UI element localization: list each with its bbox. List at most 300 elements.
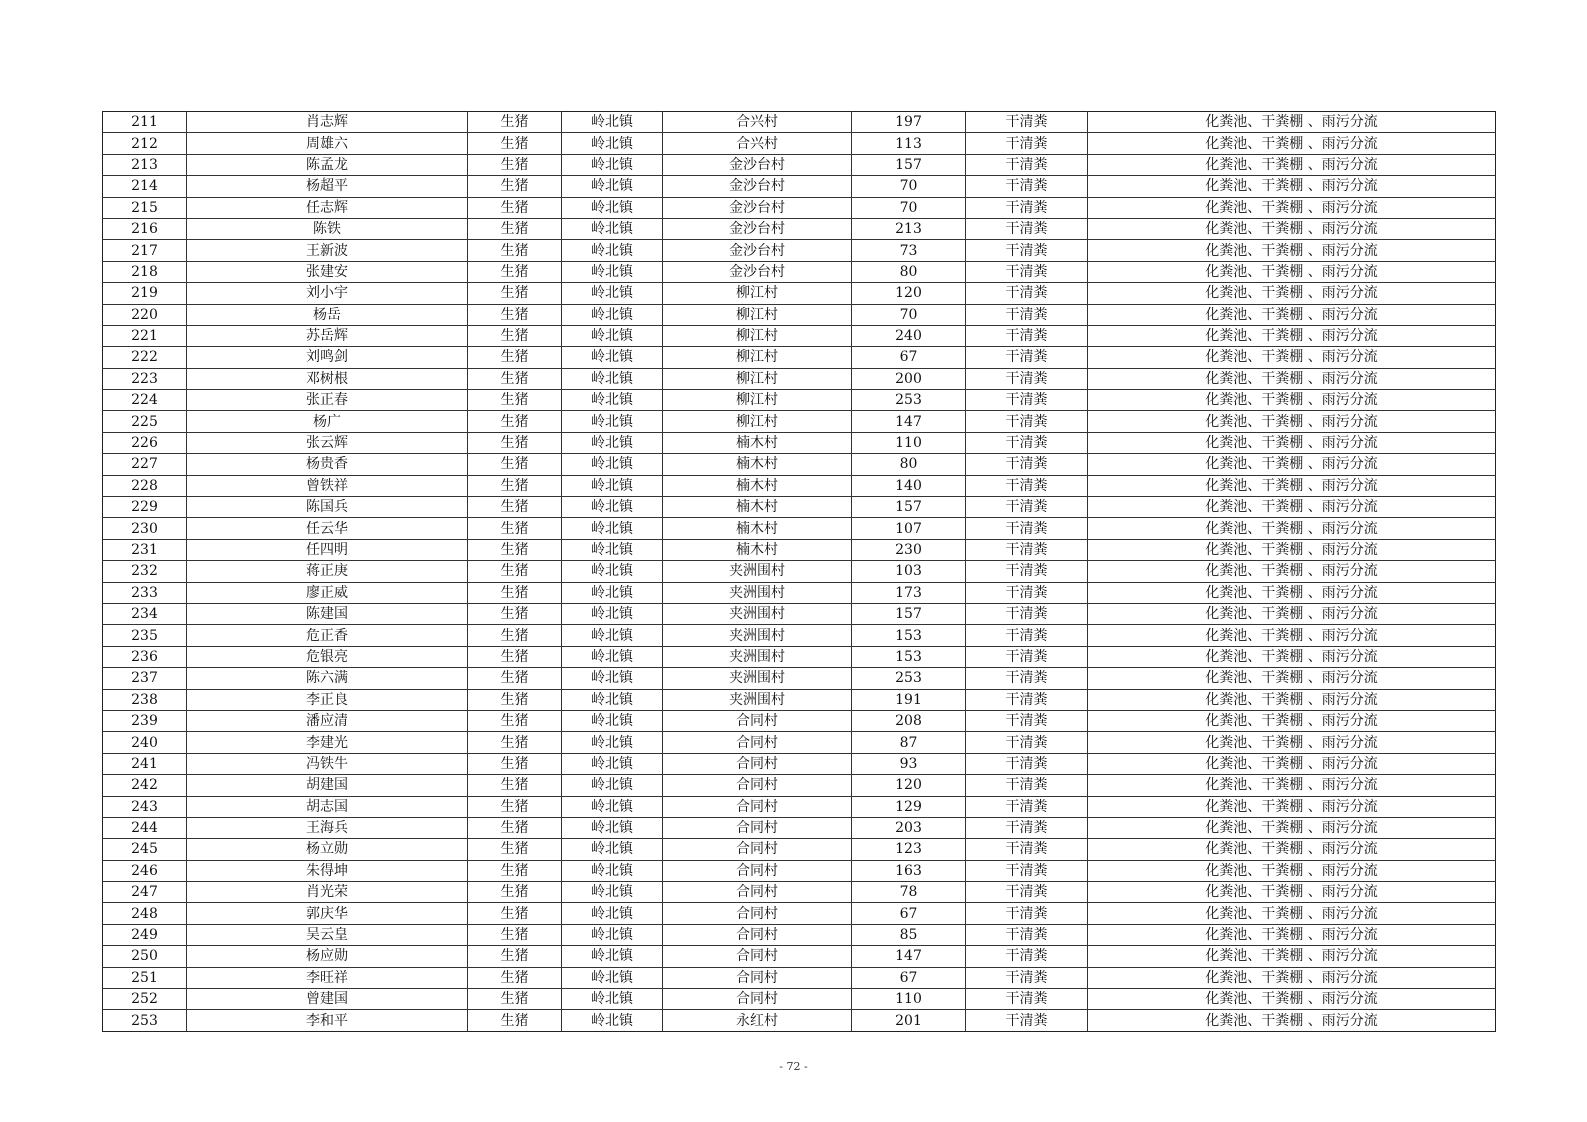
village-cell: 合同村 [663,775,852,796]
farmer-name-cell: 任四明 [187,539,468,560]
village-cell: 合同村 [663,946,852,967]
serial-number-cell: 220 [103,304,187,325]
manure-cleaning-method-cell: 干清粪 [966,133,1088,154]
livestock-type-cell: 生猪 [468,989,562,1010]
farmer-name-cell: 危银亮 [187,646,468,667]
serial-number-cell: 231 [103,539,187,560]
table-row [103,839,1496,860]
village-cell: 楠木村 [663,518,852,539]
treatment-facilities-cell: 化粪池、干粪棚 、雨污分流 [1088,625,1496,646]
manure-cleaning-method-cell: 干清粪 [966,240,1088,261]
herd-count-cell: 78 [852,882,966,903]
manure-cleaning-method-cell: 干清粪 [966,432,1088,453]
manure-cleaning-method-cell: 干清粪 [966,325,1088,346]
herd-count-cell: 230 [852,539,966,560]
manure-cleaning-method-cell: 干清粪 [966,903,1088,924]
livestock-type-cell: 生猪 [468,817,562,838]
farmer-name-cell: 张正春 [187,390,468,411]
serial-number-cell: 233 [103,582,187,603]
village-cell: 夹洲围村 [663,668,852,689]
table-row [103,625,1496,646]
livestock-type-cell: 生猪 [468,796,562,817]
livestock-type-cell: 生猪 [468,689,562,710]
serial-number-cell: 229 [103,497,187,518]
treatment-facilities-cell: 化粪池、干粪棚 、雨污分流 [1088,903,1496,924]
village-cell: 合同村 [663,882,852,903]
herd-count-cell: 140 [852,475,966,496]
village-cell: 楠木村 [663,475,852,496]
farmer-name-cell: 苏岳辉 [187,325,468,346]
table-row [103,796,1496,817]
serial-number-cell: 230 [103,518,187,539]
table-row [103,710,1496,731]
village-cell: 合同村 [663,710,852,731]
livestock-type-cell: 生猪 [468,625,562,646]
town-cell: 岭北镇 [562,924,663,945]
serial-number-cell: 244 [103,817,187,838]
serial-number-cell: 228 [103,475,187,496]
manure-cleaning-method-cell: 干清粪 [966,668,1088,689]
town-cell: 岭北镇 [562,133,663,154]
manure-cleaning-method-cell: 干清粪 [966,154,1088,175]
livestock-type-cell: 生猪 [468,946,562,967]
farmer-name-cell: 陈建国 [187,603,468,624]
farmer-name-cell: 胡志国 [187,796,468,817]
manure-cleaning-method-cell: 干清粪 [966,796,1088,817]
serial-number-cell: 224 [103,390,187,411]
treatment-facilities-cell: 化粪池、干粪棚 、雨污分流 [1088,539,1496,560]
farmer-name-cell: 陈国兵 [187,497,468,518]
manure-cleaning-method-cell: 干清粪 [966,646,1088,667]
treatment-facilities-cell: 化粪池、干粪棚 、雨污分流 [1088,304,1496,325]
farmer-name-cell: 胡建国 [187,775,468,796]
village-cell: 合同村 [663,860,852,881]
herd-count-cell: 157 [852,154,966,175]
herd-count-cell: 147 [852,411,966,432]
manure-cleaning-method-cell: 干清粪 [966,176,1088,197]
manure-cleaning-method-cell: 干清粪 [966,283,1088,304]
farmer-name-cell: 杨贵香 [187,454,468,475]
herd-count-cell: 110 [852,989,966,1010]
treatment-facilities-cell: 化粪池、干粪棚 、雨污分流 [1088,432,1496,453]
farmer-name-cell: 李和平 [187,1010,468,1031]
farmer-name-cell: 张建安 [187,261,468,282]
manure-cleaning-method-cell: 干清粪 [966,924,1088,945]
farmer-name-cell: 杨广 [187,411,468,432]
treatment-facilities-cell: 化粪池、干粪棚 、雨污分流 [1088,946,1496,967]
farmer-name-cell: 任云华 [187,518,468,539]
serial-number-cell: 235 [103,625,187,646]
treatment-facilities-cell: 化粪池、干粪棚 、雨污分流 [1088,390,1496,411]
farmer-name-cell: 郭庆华 [187,903,468,924]
town-cell: 岭北镇 [562,518,663,539]
village-cell: 合同村 [663,753,852,774]
table-row [103,240,1496,261]
table-row [103,432,1496,453]
livestock-type-cell: 生猪 [468,432,562,453]
herd-count-cell: 80 [852,454,966,475]
treatment-facilities-cell: 化粪池、干粪棚 、雨污分流 [1088,860,1496,881]
town-cell: 岭北镇 [562,539,663,560]
manure-cleaning-method-cell: 干清粪 [966,112,1088,133]
treatment-facilities-cell: 化粪池、干粪棚 、雨污分流 [1088,176,1496,197]
farmer-name-cell: 刘鸣剑 [187,347,468,368]
town-cell: 岭北镇 [562,625,663,646]
town-cell: 岭北镇 [562,839,663,860]
town-cell: 岭北镇 [562,261,663,282]
manure-cleaning-method-cell: 干清粪 [966,347,1088,368]
livestock-farm-table [102,111,1496,1032]
herd-count-cell: 87 [852,732,966,753]
serial-number-cell: 248 [103,903,187,924]
livestock-type-cell: 生猪 [468,603,562,624]
table-row [103,112,1496,133]
serial-number-cell: 214 [103,176,187,197]
serial-number-cell: 212 [103,133,187,154]
town-cell: 岭北镇 [562,218,663,239]
town-cell: 岭北镇 [562,176,663,197]
serial-number-cell: 234 [103,603,187,624]
table-row [103,475,1496,496]
herd-count-cell: 157 [852,603,966,624]
table-row [103,582,1496,603]
table-row [103,817,1496,838]
table-row [103,197,1496,218]
town-cell: 岭北镇 [562,283,663,304]
treatment-facilities-cell: 化粪池、干粪棚 、雨污分流 [1088,283,1496,304]
serial-number-cell: 241 [103,753,187,774]
serial-number-cell: 239 [103,710,187,731]
livestock-type-cell: 生猪 [468,154,562,175]
serial-number-cell: 250 [103,946,187,967]
livestock-type-cell: 生猪 [468,176,562,197]
town-cell: 岭北镇 [562,411,663,432]
table-row [103,518,1496,539]
table-row [103,497,1496,518]
treatment-facilities-cell: 化粪池、干粪棚 、雨污分流 [1088,603,1496,624]
town-cell: 岭北镇 [562,796,663,817]
town-cell: 岭北镇 [562,154,663,175]
table-row [103,454,1496,475]
manure-cleaning-method-cell: 干清粪 [966,882,1088,903]
manure-cleaning-method-cell: 干清粪 [966,817,1088,838]
village-cell: 金沙台村 [663,261,852,282]
town-cell: 岭北镇 [562,989,663,1010]
serial-number-cell: 242 [103,775,187,796]
farmer-name-cell: 杨岳 [187,304,468,325]
manure-cleaning-method-cell: 干清粪 [966,497,1088,518]
livestock-type-cell: 生猪 [468,582,562,603]
treatment-facilities-cell: 化粪池、干粪棚 、雨污分流 [1088,989,1496,1010]
herd-count-cell: 240 [852,325,966,346]
town-cell: 岭北镇 [562,775,663,796]
table-row [103,967,1496,988]
manure-cleaning-method-cell: 干清粪 [966,989,1088,1010]
town-cell: 岭北镇 [562,860,663,881]
herd-count-cell: 147 [852,946,966,967]
manure-cleaning-method-cell: 干清粪 [966,603,1088,624]
farmer-name-cell: 潘应清 [187,710,468,731]
herd-count-cell: 201 [852,1010,966,1031]
livestock-type-cell: 生猪 [468,646,562,667]
manure-cleaning-method-cell: 干清粪 [966,839,1088,860]
herd-count-cell: 153 [852,625,966,646]
town-cell: 岭北镇 [562,582,663,603]
treatment-facilities-cell: 化粪池、干粪棚 、雨污分流 [1088,561,1496,582]
manure-cleaning-method-cell: 干清粪 [966,197,1088,218]
livestock-type-cell: 生猪 [468,497,562,518]
manure-cleaning-method-cell: 干清粪 [966,710,1088,731]
herd-count-cell: 213 [852,218,966,239]
livestock-type-cell: 生猪 [468,775,562,796]
farmer-name-cell: 危正香 [187,625,468,646]
manure-cleaning-method-cell: 干清粪 [966,218,1088,239]
village-cell: 合同村 [663,796,852,817]
livestock-type-cell: 生猪 [468,710,562,731]
table-row [103,732,1496,753]
serial-number-cell: 247 [103,882,187,903]
village-cell: 合同村 [663,817,852,838]
town-cell: 岭北镇 [562,390,663,411]
herd-count-cell: 153 [852,646,966,667]
village-cell: 楠木村 [663,497,852,518]
manure-cleaning-method-cell: 干清粪 [966,454,1088,475]
herd-count-cell: 70 [852,197,966,218]
farmer-name-cell: 李旺祥 [187,967,468,988]
serial-number-cell: 236 [103,646,187,667]
town-cell: 岭北镇 [562,325,663,346]
manure-cleaning-method-cell: 干清粪 [966,732,1088,753]
serial-number-cell: 251 [103,967,187,988]
town-cell: 岭北镇 [562,732,663,753]
livestock-type-cell: 生猪 [468,860,562,881]
table-row [103,860,1496,881]
manure-cleaning-method-cell: 干清粪 [966,1010,1088,1031]
livestock-type-cell: 生猪 [468,133,562,154]
page-number: - 72 - [779,1060,808,1073]
livestock-type-cell: 生猪 [468,668,562,689]
livestock-type-cell: 生猪 [468,411,562,432]
treatment-facilities-cell: 化粪池、干粪棚 、雨污分流 [1088,668,1496,689]
livestock-type-cell: 生猪 [468,325,562,346]
town-cell: 岭北镇 [562,603,663,624]
farmer-name-cell: 蒋正庚 [187,561,468,582]
village-cell: 柳江村 [663,325,852,346]
livestock-type-cell: 生猪 [468,304,562,325]
village-cell: 夹洲围村 [663,603,852,624]
livestock-type-cell: 生猪 [468,240,562,261]
farmer-name-cell: 曾铁祥 [187,475,468,496]
table-row [103,689,1496,710]
treatment-facilities-cell: 化粪池、干粪棚 、雨污分流 [1088,732,1496,753]
serial-number-cell: 225 [103,411,187,432]
treatment-facilities-cell: 化粪池、干粪棚 、雨污分流 [1088,154,1496,175]
farmer-name-cell: 李建光 [187,732,468,753]
livestock-type-cell: 生猪 [468,390,562,411]
manure-cleaning-method-cell: 干清粪 [966,475,1088,496]
village-cell: 柳江村 [663,347,852,368]
table-body [103,112,1496,1032]
manure-cleaning-method-cell: 干清粪 [966,582,1088,603]
treatment-facilities-cell: 化粪池、干粪棚 、雨污分流 [1088,582,1496,603]
manure-cleaning-method-cell: 干清粪 [966,518,1088,539]
treatment-facilities-cell: 化粪池、干粪棚 、雨污分流 [1088,839,1496,860]
table-row [103,539,1496,560]
treatment-facilities-cell: 化粪池、干粪棚 、雨污分流 [1088,218,1496,239]
town-cell: 岭北镇 [562,304,663,325]
herd-count-cell: 67 [852,903,966,924]
farmer-name-cell: 陈六满 [187,668,468,689]
table-row [103,218,1496,239]
table-row [103,261,1496,282]
treatment-facilities-cell: 化粪池、干粪棚 、雨污分流 [1088,368,1496,389]
village-cell: 合同村 [663,732,852,753]
table-row [103,603,1496,624]
town-cell: 岭北镇 [562,368,663,389]
livestock-type-cell: 生猪 [468,112,562,133]
serial-number-cell: 216 [103,218,187,239]
table-row [103,668,1496,689]
table-row [103,882,1496,903]
treatment-facilities-cell: 化粪池、干粪棚 、雨污分流 [1088,1010,1496,1031]
serial-number-cell: 245 [103,839,187,860]
manure-cleaning-method-cell: 干清粪 [966,860,1088,881]
farmer-name-cell: 王海兵 [187,817,468,838]
village-cell: 楠木村 [663,539,852,560]
village-cell: 金沙台村 [663,154,852,175]
herd-count-cell: 67 [852,967,966,988]
serial-number-cell: 218 [103,261,187,282]
village-cell: 柳江村 [663,283,852,304]
herd-count-cell: 107 [852,518,966,539]
village-cell: 永红村 [663,1010,852,1031]
farmer-name-cell: 廖正威 [187,582,468,603]
village-cell: 夹洲围村 [663,646,852,667]
manure-cleaning-method-cell: 干清粪 [966,753,1088,774]
serial-number-cell: 232 [103,561,187,582]
serial-number-cell: 217 [103,240,187,261]
herd-count-cell: 123 [852,839,966,860]
livestock-type-cell: 生猪 [468,261,562,282]
treatment-facilities-cell: 化粪池、干粪棚 、雨污分流 [1088,796,1496,817]
farmer-name-cell: 刘小宇 [187,283,468,304]
town-cell: 岭北镇 [562,1010,663,1031]
serial-number-cell: 222 [103,347,187,368]
village-cell: 柳江村 [663,390,852,411]
serial-number-cell: 219 [103,283,187,304]
table-row [103,347,1496,368]
farmer-name-cell: 陈铁 [187,218,468,239]
table-row [103,368,1496,389]
village-cell: 金沙台村 [663,176,852,197]
serial-number-cell: 252 [103,989,187,1010]
livestock-type-cell: 生猪 [468,924,562,945]
herd-count-cell: 110 [852,432,966,453]
town-cell: 岭北镇 [562,668,663,689]
village-cell: 金沙台村 [663,240,852,261]
livestock-type-cell: 生猪 [468,347,562,368]
livestock-type-cell: 生猪 [468,839,562,860]
town-cell: 岭北镇 [562,432,663,453]
farmer-name-cell: 张云辉 [187,432,468,453]
livestock-type-cell: 生猪 [468,368,562,389]
town-cell: 岭北镇 [562,646,663,667]
table-row [103,133,1496,154]
town-cell: 岭北镇 [562,497,663,518]
farmer-name-cell: 冯铁牛 [187,753,468,774]
village-cell: 夹洲围村 [663,582,852,603]
herd-count-cell: 197 [852,112,966,133]
town-cell: 岭北镇 [562,710,663,731]
town-cell: 岭北镇 [562,753,663,774]
farmer-name-cell: 任志辉 [187,197,468,218]
table-row [103,753,1496,774]
village-cell: 柳江村 [663,304,852,325]
livestock-type-cell: 生猪 [468,454,562,475]
village-cell: 柳江村 [663,411,852,432]
treatment-facilities-cell: 化粪池、干粪棚 、雨污分流 [1088,775,1496,796]
herd-count-cell: 113 [852,133,966,154]
livestock-type-cell: 生猪 [468,197,562,218]
table-row [103,325,1496,346]
serial-number-cell: 243 [103,796,187,817]
herd-count-cell: 253 [852,668,966,689]
livestock-type-cell: 生猪 [468,283,562,304]
serial-number-cell: 227 [103,454,187,475]
town-cell: 岭北镇 [562,967,663,988]
herd-count-cell: 253 [852,390,966,411]
herd-count-cell: 173 [852,582,966,603]
village-cell: 夹洲围村 [663,689,852,710]
livestock-type-cell: 生猪 [468,561,562,582]
treatment-facilities-cell: 化粪池、干粪棚 、雨污分流 [1088,240,1496,261]
treatment-facilities-cell: 化粪池、干粪棚 、雨污分流 [1088,475,1496,496]
farmer-name-cell: 邓树根 [187,368,468,389]
farmer-name-cell: 王新波 [187,240,468,261]
serial-number-cell: 246 [103,860,187,881]
herd-count-cell: 120 [852,283,966,304]
farmer-name-cell: 周雄六 [187,133,468,154]
herd-count-cell: 129 [852,796,966,817]
herd-count-cell: 80 [852,261,966,282]
livestock-type-cell: 生猪 [468,903,562,924]
table-row [103,390,1496,411]
treatment-facilities-cell: 化粪池、干粪棚 、雨污分流 [1088,689,1496,710]
treatment-facilities-cell: 化粪池、干粪棚 、雨污分流 [1088,817,1496,838]
treatment-facilities-cell: 化粪池、干粪棚 、雨污分流 [1088,454,1496,475]
herd-count-cell: 93 [852,753,966,774]
livestock-type-cell: 生猪 [468,475,562,496]
village-cell: 合同村 [663,839,852,860]
herd-count-cell: 200 [852,368,966,389]
manure-cleaning-method-cell: 干清粪 [966,539,1088,560]
town-cell: 岭北镇 [562,112,663,133]
serial-number-cell: 211 [103,112,187,133]
treatment-facilities-cell: 化粪池、干粪棚 、雨污分流 [1088,646,1496,667]
village-cell: 合同村 [663,989,852,1010]
farmer-name-cell: 肖志辉 [187,112,468,133]
farmer-name-cell: 陈孟龙 [187,154,468,175]
serial-number-cell: 221 [103,325,187,346]
farmer-name-cell: 杨超平 [187,176,468,197]
serial-number-cell: 223 [103,368,187,389]
serial-number-cell: 238 [103,689,187,710]
herd-count-cell: 70 [852,304,966,325]
herd-count-cell: 203 [852,817,966,838]
town-cell: 岭北镇 [562,882,663,903]
farmer-name-cell: 曾建国 [187,989,468,1010]
town-cell: 岭北镇 [562,240,663,261]
